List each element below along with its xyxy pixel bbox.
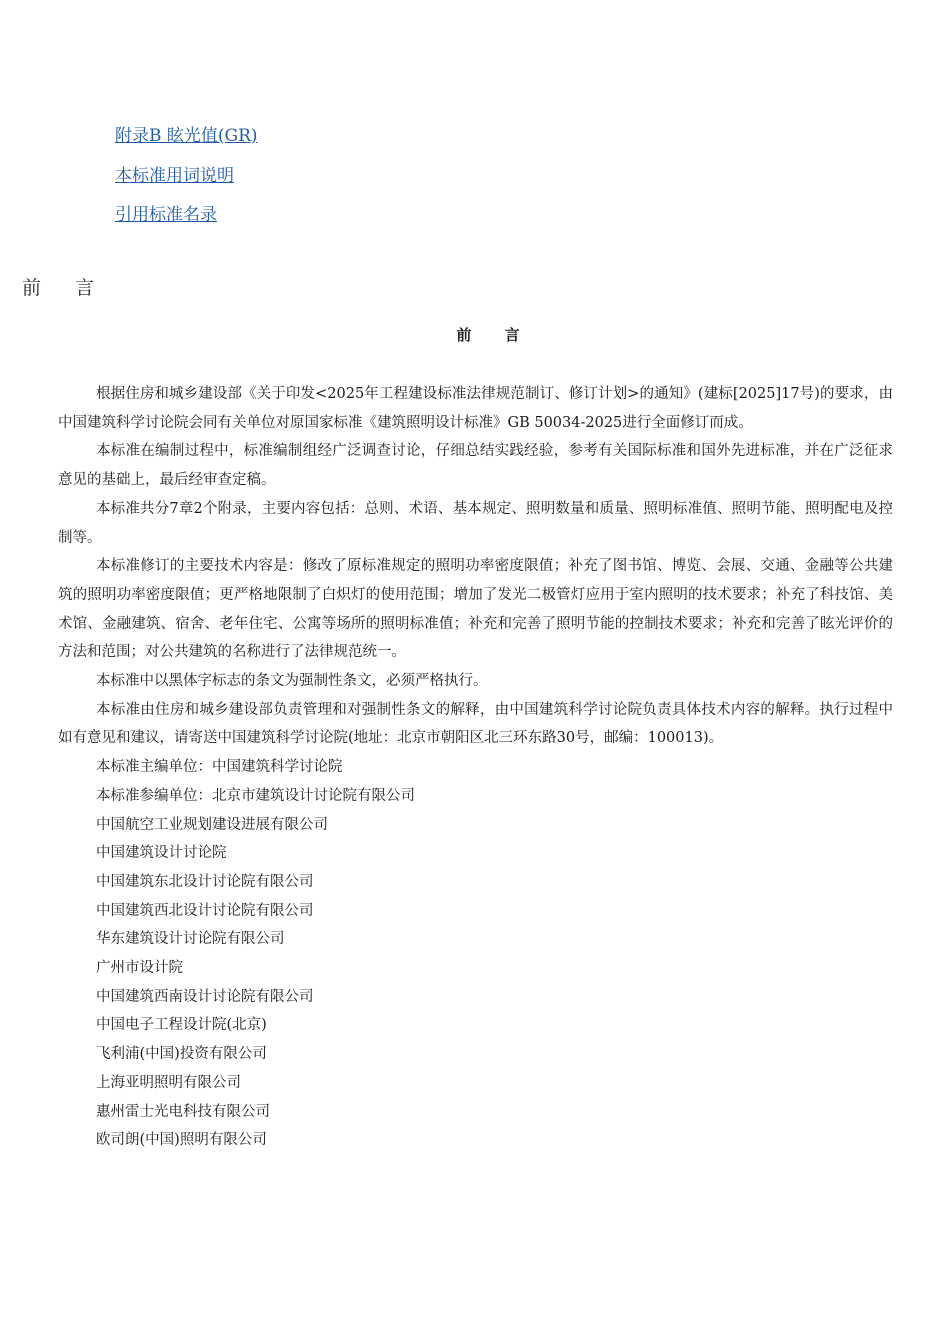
paragraph: 本标准中以黑体字标志的条文为强制性条文，必须严格执行。 [96, 673, 488, 690]
paragraph: 本标准修订的主要技术内容是：修改了原标准规定的照明功率密度限值；补充了图书馆、博览、会展、交通、金融等公共建筑的照明功率密度限值；更严格地限制了白炽灯的使用范围；增加了发光二极管灯应用于室内照明的技术要求；补充了科技馆、美术馆、金融建筑、宿舍、老年住宅、公寓等场所的照明标准值；补充和完善了照明节能的控制技术要求；补充和完善了眩光评价的方法和范围；对公共建筑的名称进行了法律规范统一。 [58, 558, 893, 661]
paragraph: 本标准在编制过程中，标准编制组经广泛调查讨论，仔细总结实践经验，参考有关国际标准和国外先进标准，并在广泛征求意见的基础上，最后经审查定稿。 [58, 443, 893, 489]
participating-unit: 华东建筑设计讨论院有限公司 [96, 931, 285, 948]
participating-unit: 飞利浦(中国)投资有限公司 [96, 1046, 267, 1063]
participating-unit: 上海亚明照明有限公司 [96, 1074, 241, 1091]
participating-unit: 中国建筑设计讨论院 [96, 845, 227, 862]
foreword-body [58, 380, 893, 1155]
toc-links [115, 126, 258, 245]
toc-link-wording-explanation[interactable]: 本标准用词说明 [115, 165, 234, 186]
participating-unit: 中国建筑西南设计讨论院有限公司 [96, 988, 314, 1005]
participating-unit: 广州市设计院 [96, 960, 183, 977]
toc-link-referenced-standards[interactable]: 引用标准名录 [115, 205, 217, 225]
toc-link-appendix-b[interactable]: 附录B 眩光值(GR) [115, 126, 258, 146]
chief-editor-unit: 本标准主编单位：中国建筑科学讨论院 [96, 759, 343, 776]
participating-unit: 中国电子工程设计院(北京) [96, 1017, 267, 1034]
participating-unit: 欧司朗(中国)照明有限公司 [96, 1132, 267, 1149]
participating-unit: 中国建筑东北设计讨论院有限公司 [96, 873, 314, 890]
paragraph: 根据住房和城乡建设部《关于印发<2025年工程建设标准法律规范制订、修订计划>的通知》(建标[2025]17号)的要求，由中国建筑科学讨论院会同有关单位对原国家标准《建筑照明设计标准》GB 50034-2025进行全面修订而成。 [58, 386, 893, 431]
foreword-title: 前 言 [456, 326, 534, 344]
participating-units-label: 本标准参编单位：北京市建筑设计讨论院有限公司 [96, 787, 415, 804]
section-heading: 前 言 [22, 277, 109, 299]
paragraph: 本标准由住房和城乡建设部负责管理和对强制性条文的解释，由中国建筑科学讨论院负责具体技术内容的解释。执行过程中如有意见和建议，请寄送中国建筑科学讨论院(地址：北京市朝阳区北三环东路30号，邮编：100013)。 [58, 701, 893, 747]
participating-unit: 惠州雷士光电科技有限公司 [96, 1103, 270, 1120]
participating-unit: 中国建筑西北设计讨论院有限公司 [96, 902, 314, 919]
participating-unit: 中国航空工业规划建设进展有限公司 [96, 816, 328, 833]
paragraph: 本标准共分7章2个附录，主要内容包括：总则、术语、基本规定、照明数量和质量、照明标准值、照明节能、照明配电及控制等。 [58, 500, 893, 546]
